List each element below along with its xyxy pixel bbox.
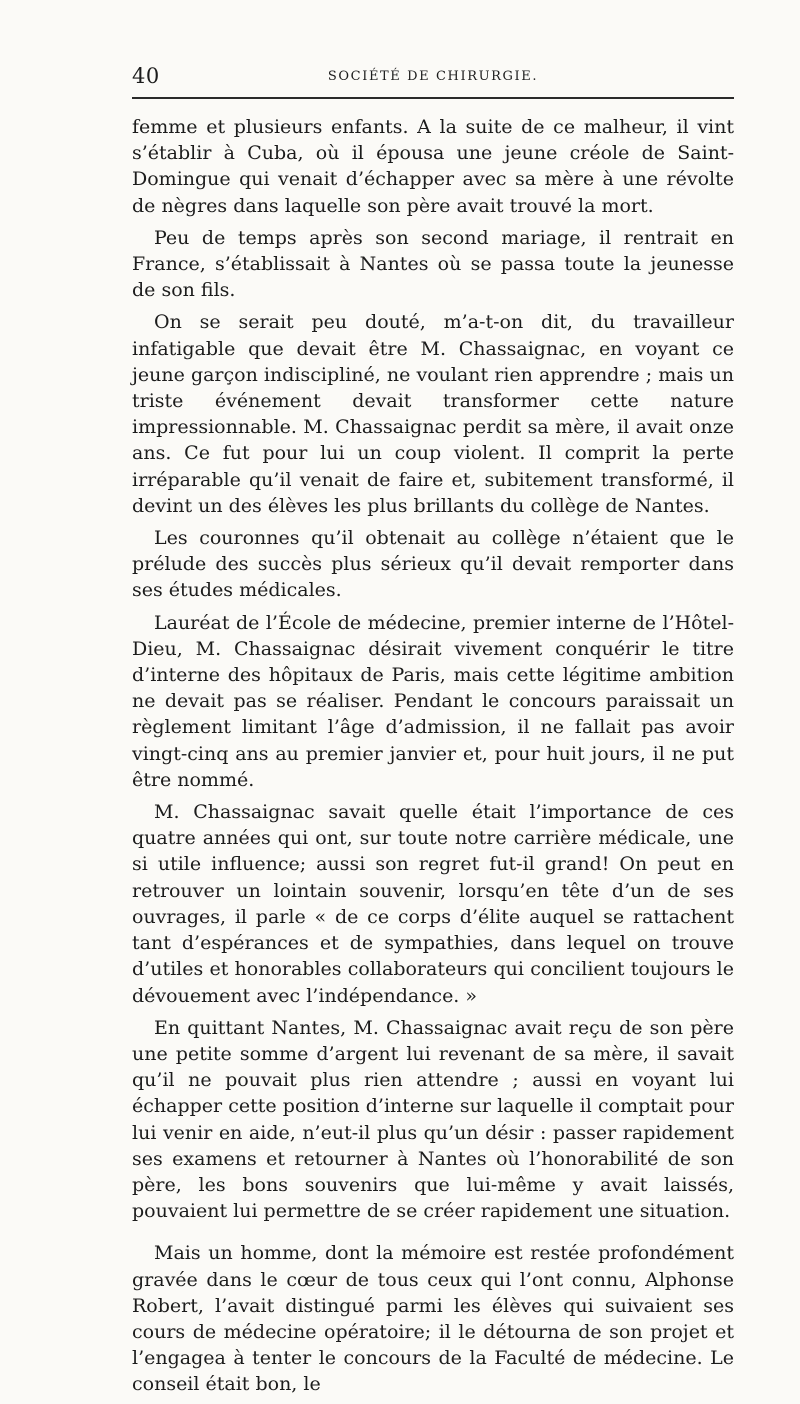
paragraph-1: femme et plusieurs enfants. A la suite de ce malheur, il vint s’établir à Cuba, où il épousa une jeune créole de Saint-Domingue qui venait d’échapper avec sa mère à une révolte de nègres dans laquelle son père avait trouvé la mort. xyxy=(132,116,734,217)
body-text xyxy=(132,114,734,1404)
paragraph-7: En quittant Nantes, M. Chassaignac avait reçu de son père une petite somme d’argent lui revenant de sa mère, il savait qu’il ne pouvait plus rien attendre ; aussi en voyant lui échapper cette position d’interne sur laquelle il comptait pour lui venir en aide, n’eut-il plus qu’un désir : passer rapidement ses examens et retourner à Nantes où l’honorabilité de son père, les bons souvenirs que lui-même y avait laissés, pouvaient lui permettre de se créer rapidement une situation. xyxy=(132,1016,734,1223)
paragraph-3: On se serait peu douté, m’a-t-on dit, du travailleur infatigable que devait être M. Chassaignac, en voyant ce jeune garçon indiscipliné, ne voulant rien apprendre ; mais un triste événement devait transformer cette nature impressionnable. M. Chassaignac perdit sa mère, il avait onze ans. Ce fut pour lui un coup violent. Il comprit la perte irréparable qu’il venait de faire et, subitement transformé, il devint un des élèves les plus brillants du collège de Nantes. xyxy=(132,311,734,517)
paragraph-8: Mais un homme, dont la mémoire est restée profondément gravée dans le cœur de tous ceux qui l’ont connu, Alphonse Robert, l’avait distingué parmi les élèves qui suivaient ses cours de médecine opératoire; il le détourna de son projet et l’engagea à tenter le concours de la Faculté de médecine. Le conseil était bon, le xyxy=(132,1242,734,1396)
paragraph-4: Les couronnes qu’il obtenait au collège n’étaient que le prélude des succès plus sérieux qu’il devait remporter dans ses études médicales. xyxy=(132,527,734,602)
page-header xyxy=(132,62,734,92)
header-rule xyxy=(132,97,734,99)
running-head: SOCIÉTÉ DE CHIRURGIE. xyxy=(327,69,539,84)
paragraph-6: M. Chassaignac savait quelle était l’importance de ces quatre années qui ont, sur toute notre carrière médicale, une si utile influence; aussi son regret fut-il grand! On peut en retrouver un lointain souvenir, lorsqu’en tête d’un de ses ouvrages, il parle « de ce corps d’élite auquel se rattachent tant d’espérances et de sympathies, dans lequel on trouve d’utiles et honorables collaborateurs qui concilient toujours le dévouement avec l’indépendance. » xyxy=(132,801,734,1007)
page-number: 40 xyxy=(132,64,160,88)
paragraph-2: Peu de temps après son second mariage, il rentrait en France, s’établissait à Nantes où se passa toute la jeunesse de son fils. xyxy=(132,226,734,302)
paragraph-5: Lauréat de l’École de médecine, premier interne de l’Hôtel-Dieu, M. Chassaignac désirait vivement conquérir le titre d’interne des hôpitaux de Paris, mais cette légitime ambition ne devait pas se réaliser. Pendant le concours paraissait un règlement limitant l’âge d’admission, il ne fallait pas avoir vingt-cinq ans au premier janvier et, pour huit jours, il ne put être nommé. xyxy=(132,611,734,791)
